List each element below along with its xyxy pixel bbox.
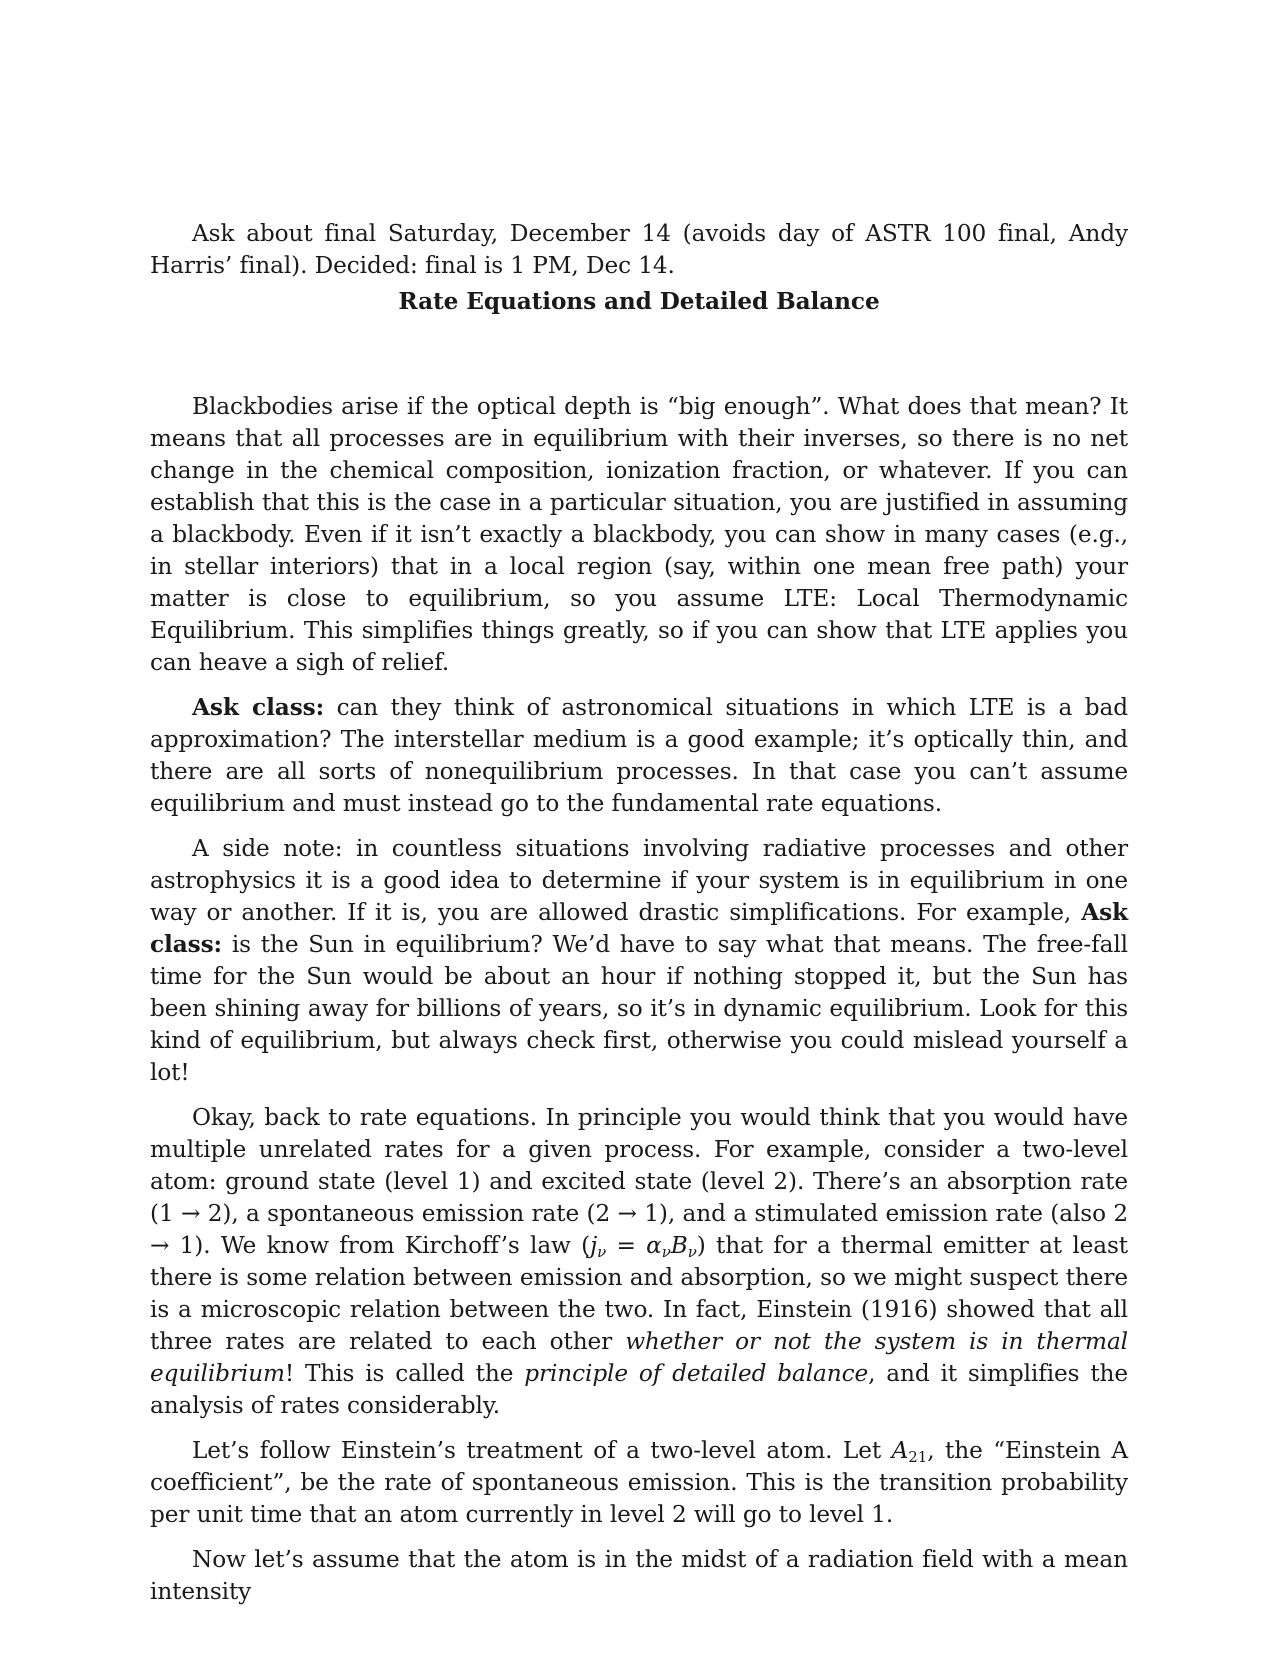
rate-text-2: ) that for a thermal emitter at least there is some relation between emission and absorption, so we might suspect there is a microscopic relation between the two. In fact, Einstein (1916) showed that all three rates are related to each other [150,1232,1129,1355]
announcement-paragraph: Ask about final Saturday, December 14 (avoids day of ASTR 100 final, Andy Harris’ final). Decided: final is 1 PM, Dec 14. [150,220,1128,279]
einstein-a-symbol [892,1437,928,1464]
einstein-text-1: Let’s follow Einstein’s treatment of a two-level atom. Let [192,1437,892,1464]
rate-text-4: , and it simplifies the analysis of rates considerably. [150,1360,1128,1419]
math-sub-nu: ν [687,1243,697,1261]
kirchoff-equation [590,1232,697,1259]
ask-class-lte-paragraph [150,692,1128,820]
emphasis-detailed-balance: principle of detailed balance [524,1360,869,1387]
einstein-text-2: , the “Einstein A coefficient”, be the rate of spontaneous emission. This is the transition probability per unit time that an atom currently in level 2 will go to level 1. [150,1437,1128,1528]
ask-class-label: Ask class: [192,694,325,721]
rate-equations-paragraph [150,1102,1128,1422]
blackbody-paragraph: Blackbodies arise if the optical depth is “big enough”. What does that mean? It means that all processes are in equilibrium with their inverses, so there is no net change in the chemical composition, ionization fraction, or whatever. If you can establish that this is the case in a particular situation, you are justified in assuming a blackbody. Even if it isn’t exactly a blackbody, you can show in many cases (e.g., in stellar interiors) that in a local region (say, within one mean free path) your matter is close to equilibrium, so you assume LTE: Local Thermodynamic Equilibrium. This simplifies things greatly, so if you can show that LTE applies you can heave a sigh of relief. [150,393,1128,676]
side-note-text-end: is the Sun in equilibrium? We’d have to say what that means. The free-fall time for the Sun would be about an hour if nothing stopped it, but the Sun has been shining away for billions of years, so it’s in dynamic equilibrium. Look for this kind of equilibrium, but always check first, otherwise you could mislead yourself a lot! [150,931,1128,1086]
math-sub-nu: ν [597,1243,607,1261]
math-a: A [891,1437,909,1464]
einstein-treatment-paragraph [150,1435,1128,1531]
ask-class-lte-text: can they think of astronomical situations in which LTE is a bad approximation? The interstellar medium is a good example; it’s optically thin, and there are all sorts of nonequilibrium processes. In that case you can’t assume equilibrium and must instead go to the fundamental rate equations. [150,694,1129,817]
math-sub-21: 21 [908,1448,928,1466]
rate-text-3: ! This is called the [284,1360,525,1387]
math-j: j [590,1232,598,1259]
math-equals: = [606,1232,647,1259]
radiation-field-paragraph: Now let’s assume that the atom is in the midst of a radiation field with a mean intensity [150,1546,1128,1605]
math-sub-nu: ν [661,1243,671,1261]
ask-class-label: Ask class: [150,899,1128,958]
math-b: B [670,1232,688,1259]
document-page [150,218,1128,1621]
emphasis-whether-or-not: whether or not the system is in thermal equilibrium [150,1328,1128,1387]
section-title: Rate Equations and Detailed Balance [398,288,880,315]
rate-text-1: Okay, back to rate equations. In principle you would think that you would have multiple unrelated rates for a given process. For example, consider a two-level atom: ground state (level 1) and excited state (level 2). There’s an absorption rate (1 → 2), a spontaneous emission rate (2 → 1), and a stimulated emission rate (also 2 → 1). We know from Kirchoff’s law ( [150,1104,1128,1259]
math-alpha: α [646,1232,662,1259]
side-note-text-start: A side note: in countless situations involving radiative processes and other astrophysics it is a good idea to determine if your system is in equilibrium in one way or another. If it is, you are allowed drastic simplifications. For example, [150,835,1128,926]
side-note-paragraph [150,833,1128,1089]
